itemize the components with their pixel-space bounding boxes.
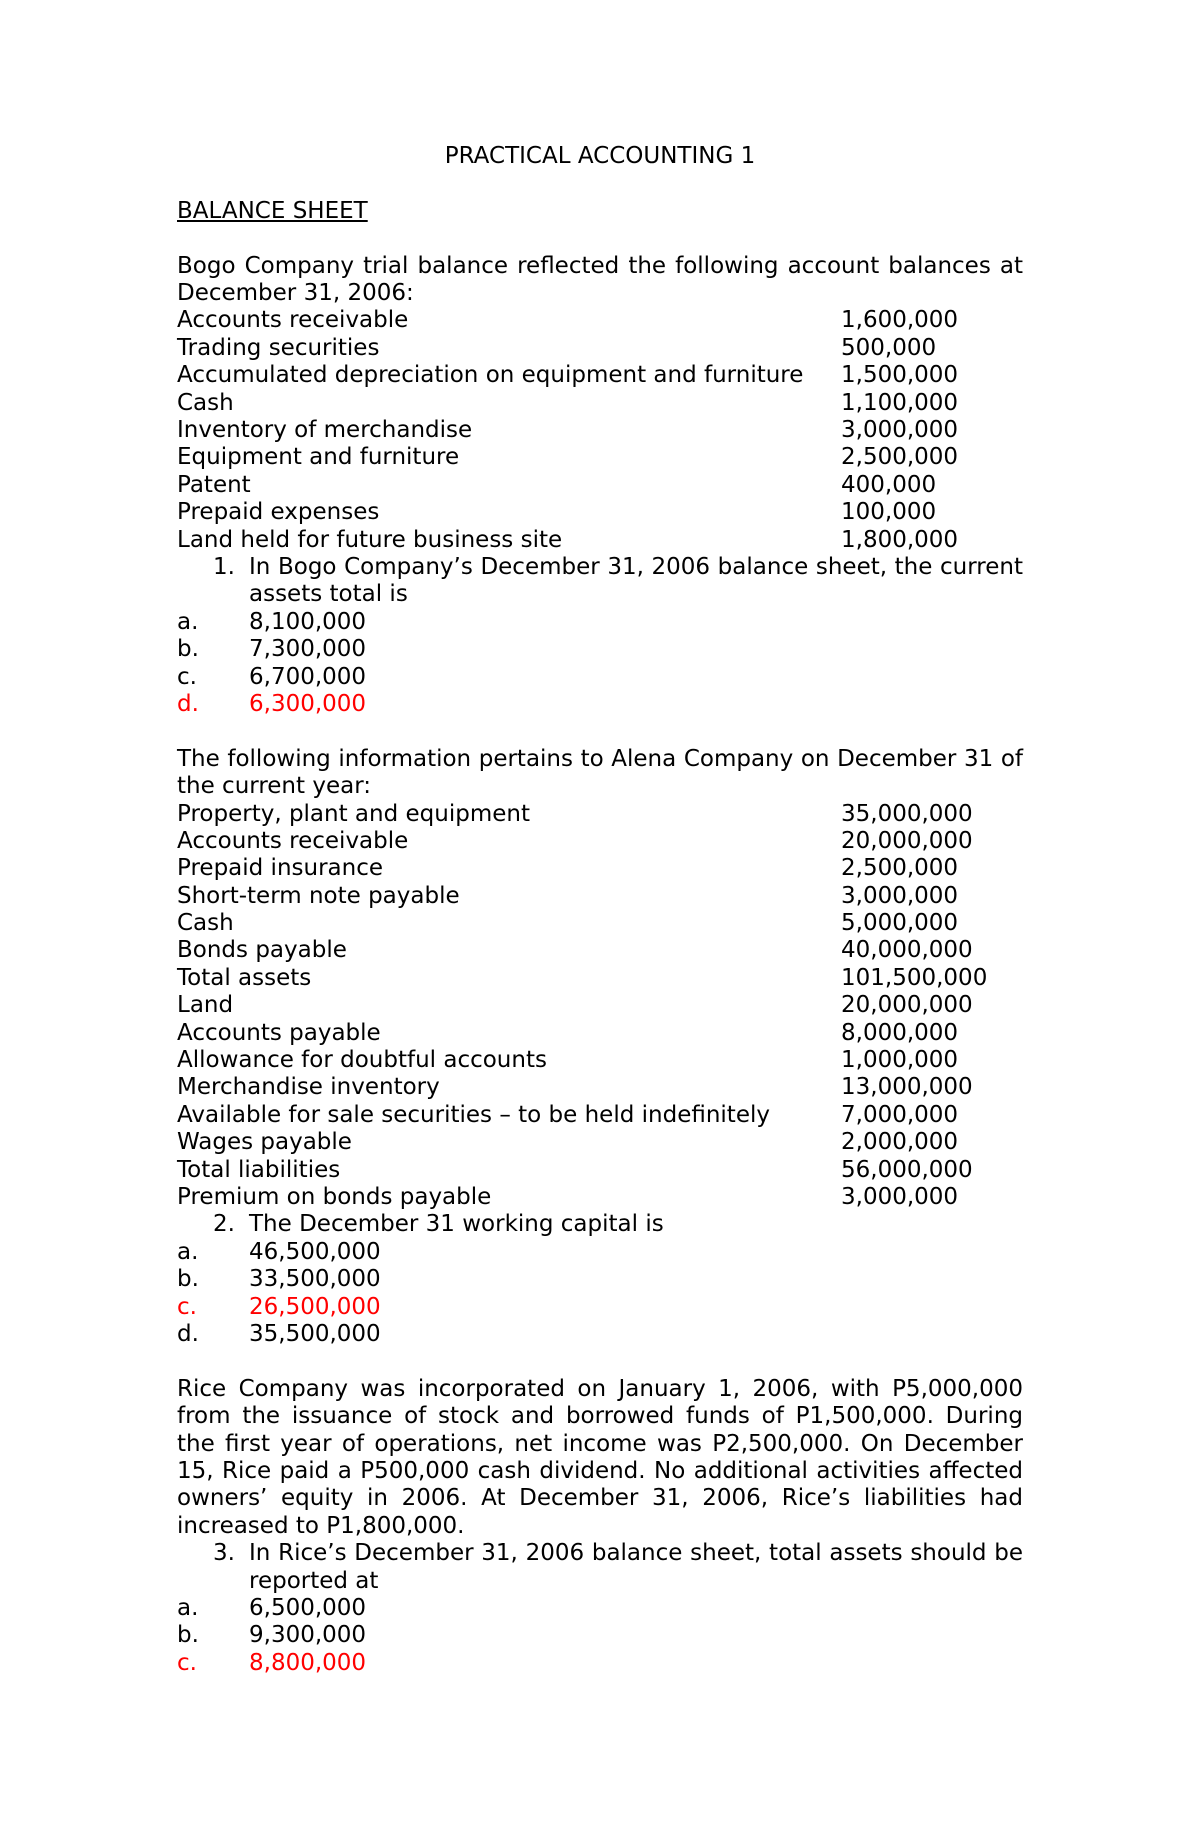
- account-row: [177, 965, 1023, 992]
- answer-option: [177, 1622, 1023, 1649]
- account-row: [177, 937, 1023, 964]
- account-amount: 500,000: [841, 334, 937, 361]
- option-letter: b.: [177, 1266, 199, 1293]
- option-letter: a.: [177, 608, 199, 635]
- question-1: [177, 554, 1023, 609]
- answer-option: [177, 1595, 1023, 1622]
- question-number: 1.: [213, 553, 235, 580]
- account-row: [177, 1129, 1023, 1156]
- problem-3: [177, 1376, 1023, 1677]
- account-label: Cash: [177, 389, 234, 416]
- section-heading: BALANCE SHEET: [177, 197, 368, 224]
- account-row: [177, 1047, 1023, 1074]
- account-amount: 1,500,000: [841, 362, 959, 389]
- problem-intro: The following information pertains to Alena Company on December 31 of the current year:: [177, 745, 1023, 800]
- correct-answer-option: [177, 691, 1023, 718]
- page-content: [177, 143, 1023, 1677]
- answer-option: [177, 1266, 1023, 1293]
- account-label: Inventory of merchandise: [177, 416, 473, 443]
- account-amount: 20,000,000: [841, 827, 973, 854]
- account-amount: 35,000,000: [841, 800, 973, 827]
- option-text: 6,500,000: [249, 1594, 367, 1621]
- account-amount: 56,000,000: [841, 1156, 973, 1183]
- question-text: The December 31 working capital is: [249, 1211, 664, 1238]
- account-label: Allowance for doubtful accounts: [177, 1047, 547, 1074]
- answer-option: [177, 609, 1023, 636]
- account-amount: 20,000,000: [841, 992, 973, 1019]
- option-letter: a.: [177, 1594, 199, 1621]
- option-letter: c.: [177, 663, 197, 690]
- option-letter: b.: [177, 636, 199, 663]
- account-row: [177, 992, 1023, 1019]
- account-amount: 101,500,000: [841, 964, 988, 991]
- account-label: Accounts receivable: [177, 307, 409, 334]
- account-label: Prepaid insurance: [177, 855, 384, 882]
- option-text: 7,300,000: [249, 636, 367, 663]
- problem-1: [177, 253, 1023, 719]
- spacer: [177, 718, 1023, 745]
- problem-2: [177, 746, 1023, 1349]
- account-row: [177, 1020, 1023, 1047]
- account-label: Merchandise inventory: [177, 1074, 440, 1101]
- question-number: 2.: [213, 1211, 235, 1238]
- account-label: Equipment and furniture: [177, 444, 460, 471]
- account-label: Total assets: [177, 964, 312, 991]
- account-amount: 2,000,000: [841, 1129, 959, 1156]
- account-row: [177, 444, 1023, 471]
- account-amount: 8,000,000: [841, 1019, 959, 1046]
- account-amount: 3,000,000: [841, 1183, 959, 1210]
- account-label: Land held for future business site: [177, 526, 563, 553]
- correct-answer-option: [177, 1650, 1023, 1677]
- option-letter: a.: [177, 1238, 199, 1265]
- correct-answer-option: [177, 1294, 1023, 1321]
- account-row: [177, 855, 1023, 882]
- account-amount: 5,000,000: [841, 910, 959, 937]
- spacer: [177, 225, 1023, 252]
- account-label: Bonds payable: [177, 937, 347, 964]
- account-amount: 3,000,000: [841, 416, 959, 443]
- account-row: [177, 362, 1023, 389]
- account-amount: 3,000,000: [841, 882, 959, 909]
- account-label: Prepaid expenses: [177, 499, 380, 526]
- option-letter: c.: [177, 1649, 197, 1676]
- option-text: 6,300,000: [249, 690, 367, 717]
- account-row: [177, 335, 1023, 362]
- account-amount: 1,000,000: [841, 1047, 959, 1074]
- account-row: [177, 472, 1023, 499]
- question-number: 3.: [213, 1540, 235, 1567]
- account-row: [177, 417, 1023, 444]
- account-row: [177, 499, 1023, 526]
- account-label: Accounts receivable: [177, 827, 409, 854]
- account-label: Accounts payable: [177, 1019, 381, 1046]
- problem-intro: Bogo Company trial balance reflected the following account balances at December 31, 2006:: [177, 252, 1023, 306]
- account-amount: 13,000,000: [841, 1074, 973, 1101]
- account-row: [177, 1184, 1023, 1211]
- account-row: [177, 1074, 1023, 1101]
- account-label: Premium on bonds payable: [177, 1183, 492, 1210]
- account-label: Land: [177, 992, 234, 1019]
- account-label: Accumulated depreciation on equipment and furniture: [177, 362, 804, 389]
- option-text: 6,700,000: [249, 663, 367, 690]
- account-row: [177, 390, 1023, 417]
- option-letter: d.: [177, 690, 199, 717]
- account-row: [177, 828, 1023, 855]
- option-text: 46,500,000: [249, 1238, 381, 1265]
- account-row: [177, 527, 1023, 554]
- spacer: [177, 1348, 1023, 1375]
- option-text: 8,100,000: [249, 608, 367, 635]
- account-label: Patent: [177, 471, 251, 498]
- account-amount: 2,500,000: [841, 444, 959, 471]
- account-label: Trading securities: [177, 334, 380, 361]
- option-letter: b.: [177, 1622, 199, 1649]
- account-amount: 1,600,000: [841, 307, 959, 334]
- account-list: [177, 801, 1023, 1212]
- problem-intro: Rice Company was incorporated on January 1, 2006, with P5,000,000 from the issuance of stock and borrowed funds of P1,500,000. During the first year of operations, net income was P2,500,000. On December 15, Rice paid a P500,000 cash dividend. No additional activities affected owners’ equity in 2006. At December 31, 2006, Rice’s liabilities had increased to P1,800,000.: [177, 1375, 1023, 1539]
- option-text: 9,300,000: [249, 1622, 367, 1649]
- account-row: [177, 910, 1023, 937]
- answer-option: [177, 636, 1023, 663]
- account-amount: 400,000: [841, 471, 937, 498]
- account-label: Short-term note payable: [177, 882, 460, 909]
- account-amount: 40,000,000: [841, 937, 973, 964]
- question-2: [177, 1211, 1023, 1238]
- question-3: [177, 1540, 1023, 1595]
- account-amount: 7,000,000: [841, 1101, 959, 1128]
- option-text: 26,500,000: [249, 1293, 381, 1320]
- option-letter: c.: [177, 1293, 197, 1320]
- question-text: In Bogo Company’s December 31, 2006 balance sheet, the current assets total is: [249, 553, 1023, 608]
- account-row: [177, 883, 1023, 910]
- answer-option: [177, 1239, 1023, 1266]
- account-amount: 2,500,000: [841, 855, 959, 882]
- account-label: Cash: [177, 910, 234, 937]
- spacer: [177, 170, 1023, 197]
- account-list: [177, 307, 1023, 554]
- option-text: 35,500,000: [249, 1320, 381, 1347]
- account-amount: 1,100,000: [841, 389, 959, 416]
- account-label: Property, plant and equipment: [177, 800, 530, 827]
- account-amount: 100,000: [841, 499, 937, 526]
- page-title: PRACTICAL ACCOUNTING 1: [444, 143, 756, 169]
- option-text: 33,500,000: [249, 1266, 381, 1293]
- account-row: [177, 1157, 1023, 1184]
- account-label: Available for sale securities – to be held indefinitely: [177, 1101, 770, 1128]
- option-letter: d.: [177, 1320, 199, 1347]
- account-label: Total liabilities: [177, 1156, 341, 1183]
- option-text: 8,800,000: [249, 1649, 367, 1676]
- account-row: [177, 1102, 1023, 1129]
- question-text: In Rice’s December 31, 2006 balance sheet, total assets should be reported at: [249, 1540, 1023, 1594]
- answer-option: [177, 1321, 1023, 1348]
- answer-option: [177, 664, 1023, 691]
- account-row: [177, 801, 1023, 828]
- account-amount: 1,800,000: [841, 526, 959, 553]
- account-row: [177, 307, 1023, 334]
- account-label: Wages payable: [177, 1129, 352, 1156]
